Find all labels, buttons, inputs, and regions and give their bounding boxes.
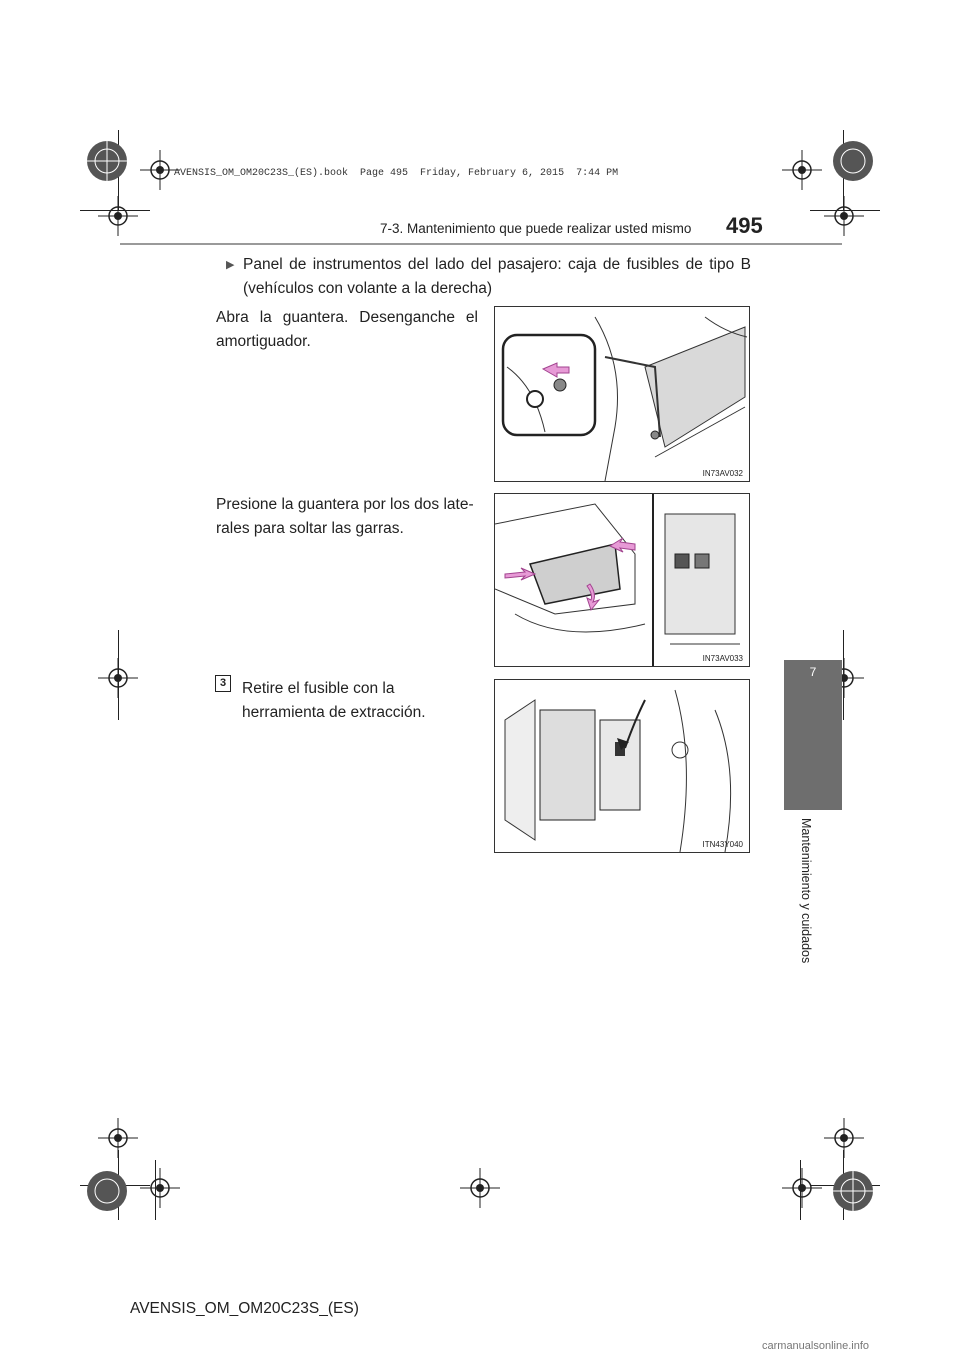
step2-text: Presione la guantera por los dos late- rales para soltar las garras. (216, 496, 474, 537)
fuse-box-illustration (495, 680, 749, 852)
chapter-label: Mantenimiento y cuidados (799, 818, 813, 964)
print-info-line: AVENSIS_OM_OM20C23S_(ES).book Page 495 Friday, February 6, 2015 7:44 PM (174, 168, 619, 179)
registration-mark-bottom-right (830, 1168, 876, 1214)
registration-mark-top-right (830, 138, 876, 184)
step1-text: Abra la guantera. Desenganche el amortiguador. (216, 309, 478, 350)
crosshair-upper-left (98, 196, 138, 236)
registration-mark-top-left (84, 138, 130, 184)
figure-code: ITN43Y040 (702, 840, 743, 849)
document-code: AVENSIS_OM_OM20C23S_(ES) (130, 1300, 359, 1317)
figure-damper (494, 306, 750, 482)
crosshair-bottom-right (782, 1168, 822, 1208)
damper-illustration (495, 307, 749, 481)
crosshair-lower-right (824, 1118, 864, 1158)
header-divider (120, 243, 842, 245)
bullet-heading: Panel de instrumentos del lado del pasajero: caja de fusibles de tipo B (vehículos con volante a la derecha) (243, 256, 751, 297)
crosshair-bottom-center (460, 1168, 500, 1208)
crosshair-mid-left (98, 658, 138, 698)
figure-code: IN73AV033 (702, 654, 743, 663)
figure-glove-box (494, 493, 750, 667)
figure-fuse-removal (494, 679, 750, 853)
chapter-tab (784, 660, 842, 810)
glove-box-illustration (495, 494, 749, 666)
crosshair-top-right (782, 150, 822, 190)
page-number: 495 (726, 213, 763, 238)
bullet-arrow-icon: ▶ (226, 259, 235, 271)
chapter-number: 7 (809, 665, 817, 679)
section-title: 7-3. Mantenimiento que puede realizar usted mismo (380, 221, 692, 236)
crosshair-upper-right (824, 196, 864, 236)
crosshair-bottom-left (140, 1168, 180, 1208)
crosshair-lower-left (98, 1118, 138, 1158)
registration-mark-bottom-left (84, 1168, 130, 1214)
watermark: carmanualsonline.info (762, 1340, 870, 1352)
step3-text: Retire el fusible con la herramienta de extracción. (242, 680, 426, 721)
figure-code: IN73AV032 (702, 469, 743, 478)
step3-number: 3 (215, 675, 231, 692)
